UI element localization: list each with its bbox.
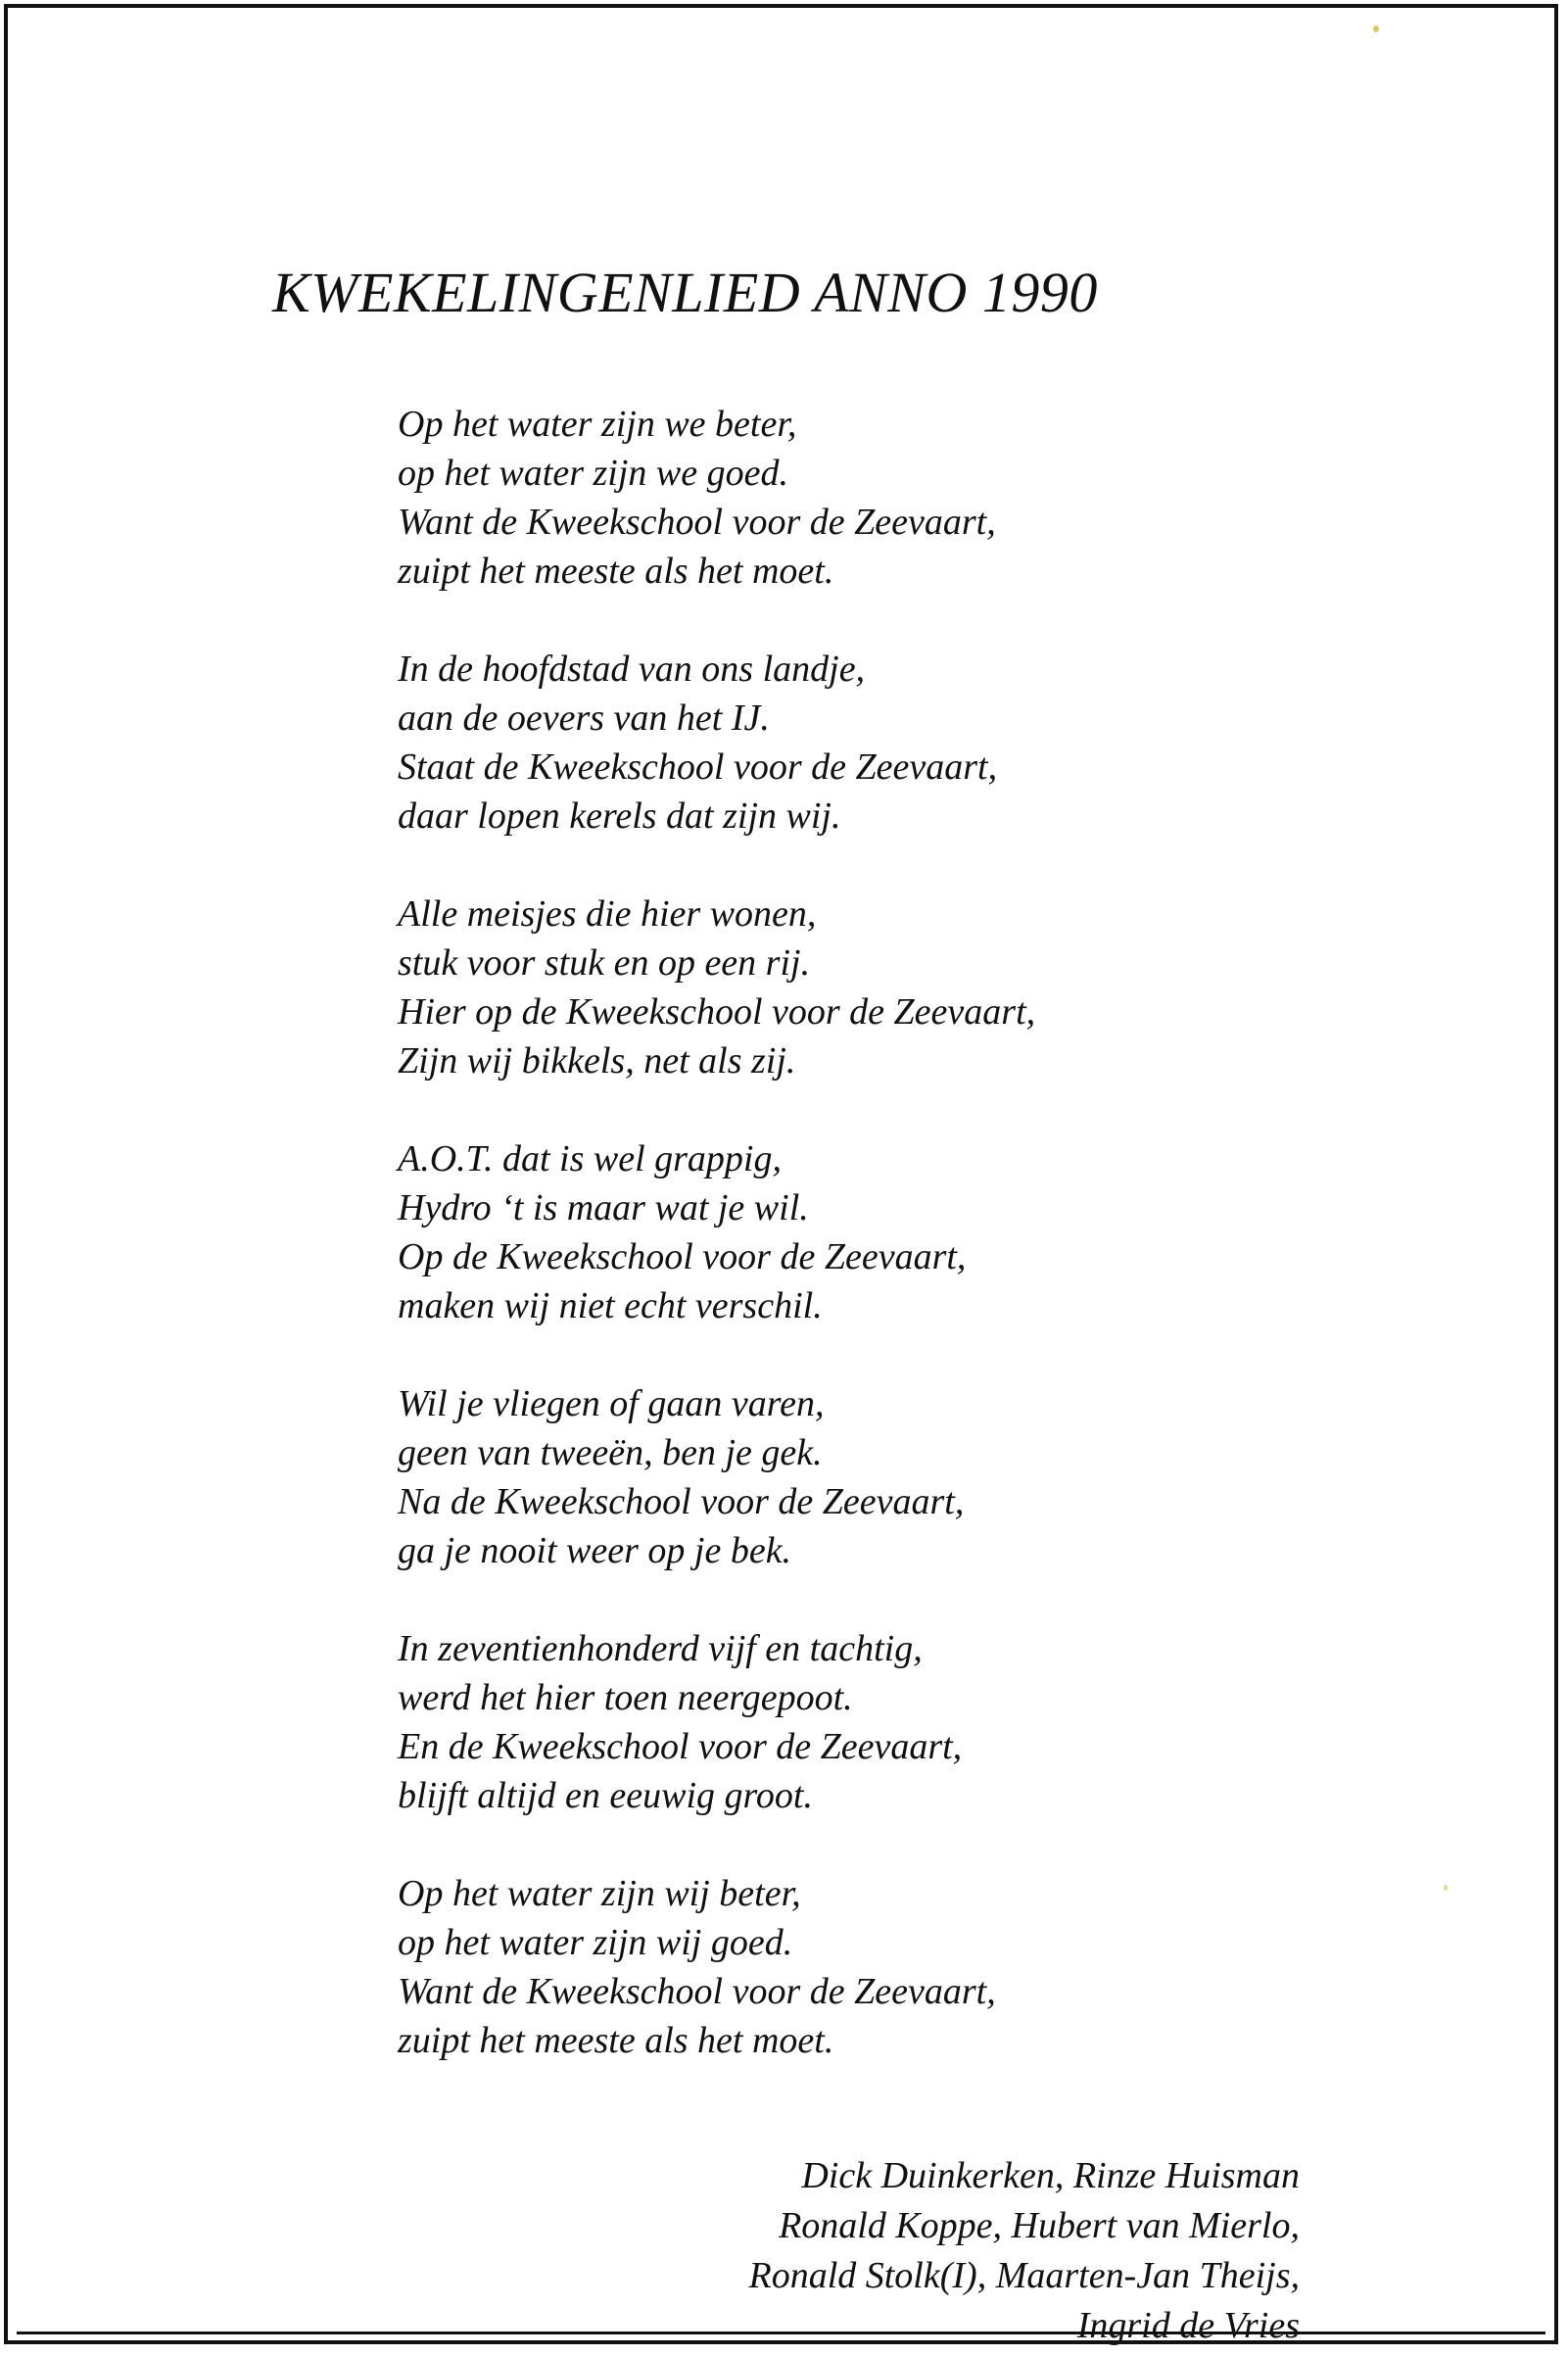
poem-line: Want de Kweekschool voor de Zeevaart, [398, 1971, 996, 2012]
stanza [398, 645, 1279, 841]
poem-line: Op het water zijn wij beter, [398, 1873, 801, 1914]
author-line: Ronald Stolk(I), Maarten-Jan Theijs, [748, 2255, 1300, 2296]
stanza [398, 1624, 1279, 1820]
poem-body [398, 400, 1279, 2114]
poem-line: Hier op de Kweekschool voor de Zeevaart, [398, 991, 1036, 1033]
poem-line: Op het water zijn we beter, [398, 404, 797, 445]
poem-line: Op de Kweekschool voor de Zeevaart, [398, 1236, 967, 1277]
song-title: KWEKELINGENLIED ANNO 1990 [272, 261, 1098, 324]
poem-line: op het water zijn wij goed. [398, 1922, 793, 1963]
poem-line: maken wij niet echt verschil. [398, 1285, 823, 1326]
stanza [398, 1869, 1279, 2065]
poem-line: geen van tweeën, ben je gek. [398, 1432, 823, 1473]
stanza [398, 1379, 1279, 1575]
author-line: Ronald Koppe, Hubert van Mierlo, [779, 2205, 1300, 2246]
poem-line: werd het hier toen neergepoot. [398, 1677, 853, 1718]
poem-line: zuipt het meeste als het moet. [398, 2020, 834, 2061]
stanza [398, 890, 1279, 1085]
poem-line: ga je nooit weer op je bek. [398, 1530, 792, 1571]
poem-line: Zijn wij bikkels, net als zij. [398, 1040, 796, 1082]
poem-line: In zeventienhonderd vijf en tachtig, [398, 1628, 923, 1669]
poem-line: stuk voor stuk en op een rij. [398, 942, 811, 984]
paper-speck [1373, 25, 1379, 32]
poem-line: aan de oevers van het IJ. [398, 697, 770, 739]
poem-line: Alle meisjes die hier wonen, [398, 893, 817, 935]
author-line: Dick Duinkerken, Rinze Huisman [801, 2155, 1300, 2196]
poem-line: In de hoofdstad van ons landje, [398, 649, 866, 690]
poem-line: Na de Kweekschool voor de Zeevaart, [398, 1481, 965, 1522]
poem-line: Wil je vliegen of gaan varen, [398, 1383, 825, 1424]
poem-line: daar lopen kerels dat zijn wij. [398, 795, 841, 837]
stanza [398, 400, 1279, 596]
poem-line: En de Kweekschool voor de Zeevaart, [398, 1726, 963, 1767]
author-line: Ingrid de Vries [1076, 2305, 1300, 2346]
poem-line: Want de Kweekschool voor de Zeevaart, [398, 502, 996, 543]
document-page [4, 4, 1558, 2344]
poem-line: zuipt het meeste als het moet. [398, 551, 834, 592]
authors-credit [748, 2151, 1300, 2351]
poem-line: A.O.T. dat is wel grappig, [398, 1138, 782, 1179]
poem-line: Hydro ‘t is maar wat je wil. [398, 1187, 809, 1228]
stanza [398, 1134, 1279, 1330]
poem-line: op het water zijn we goed. [398, 453, 788, 494]
poem-line: blijft altijd en eeuwig groot. [398, 1775, 813, 1816]
paper-speck [1444, 1885, 1448, 1891]
poem-line: Staat de Kweekschool voor de Zeevaart, [398, 746, 998, 788]
